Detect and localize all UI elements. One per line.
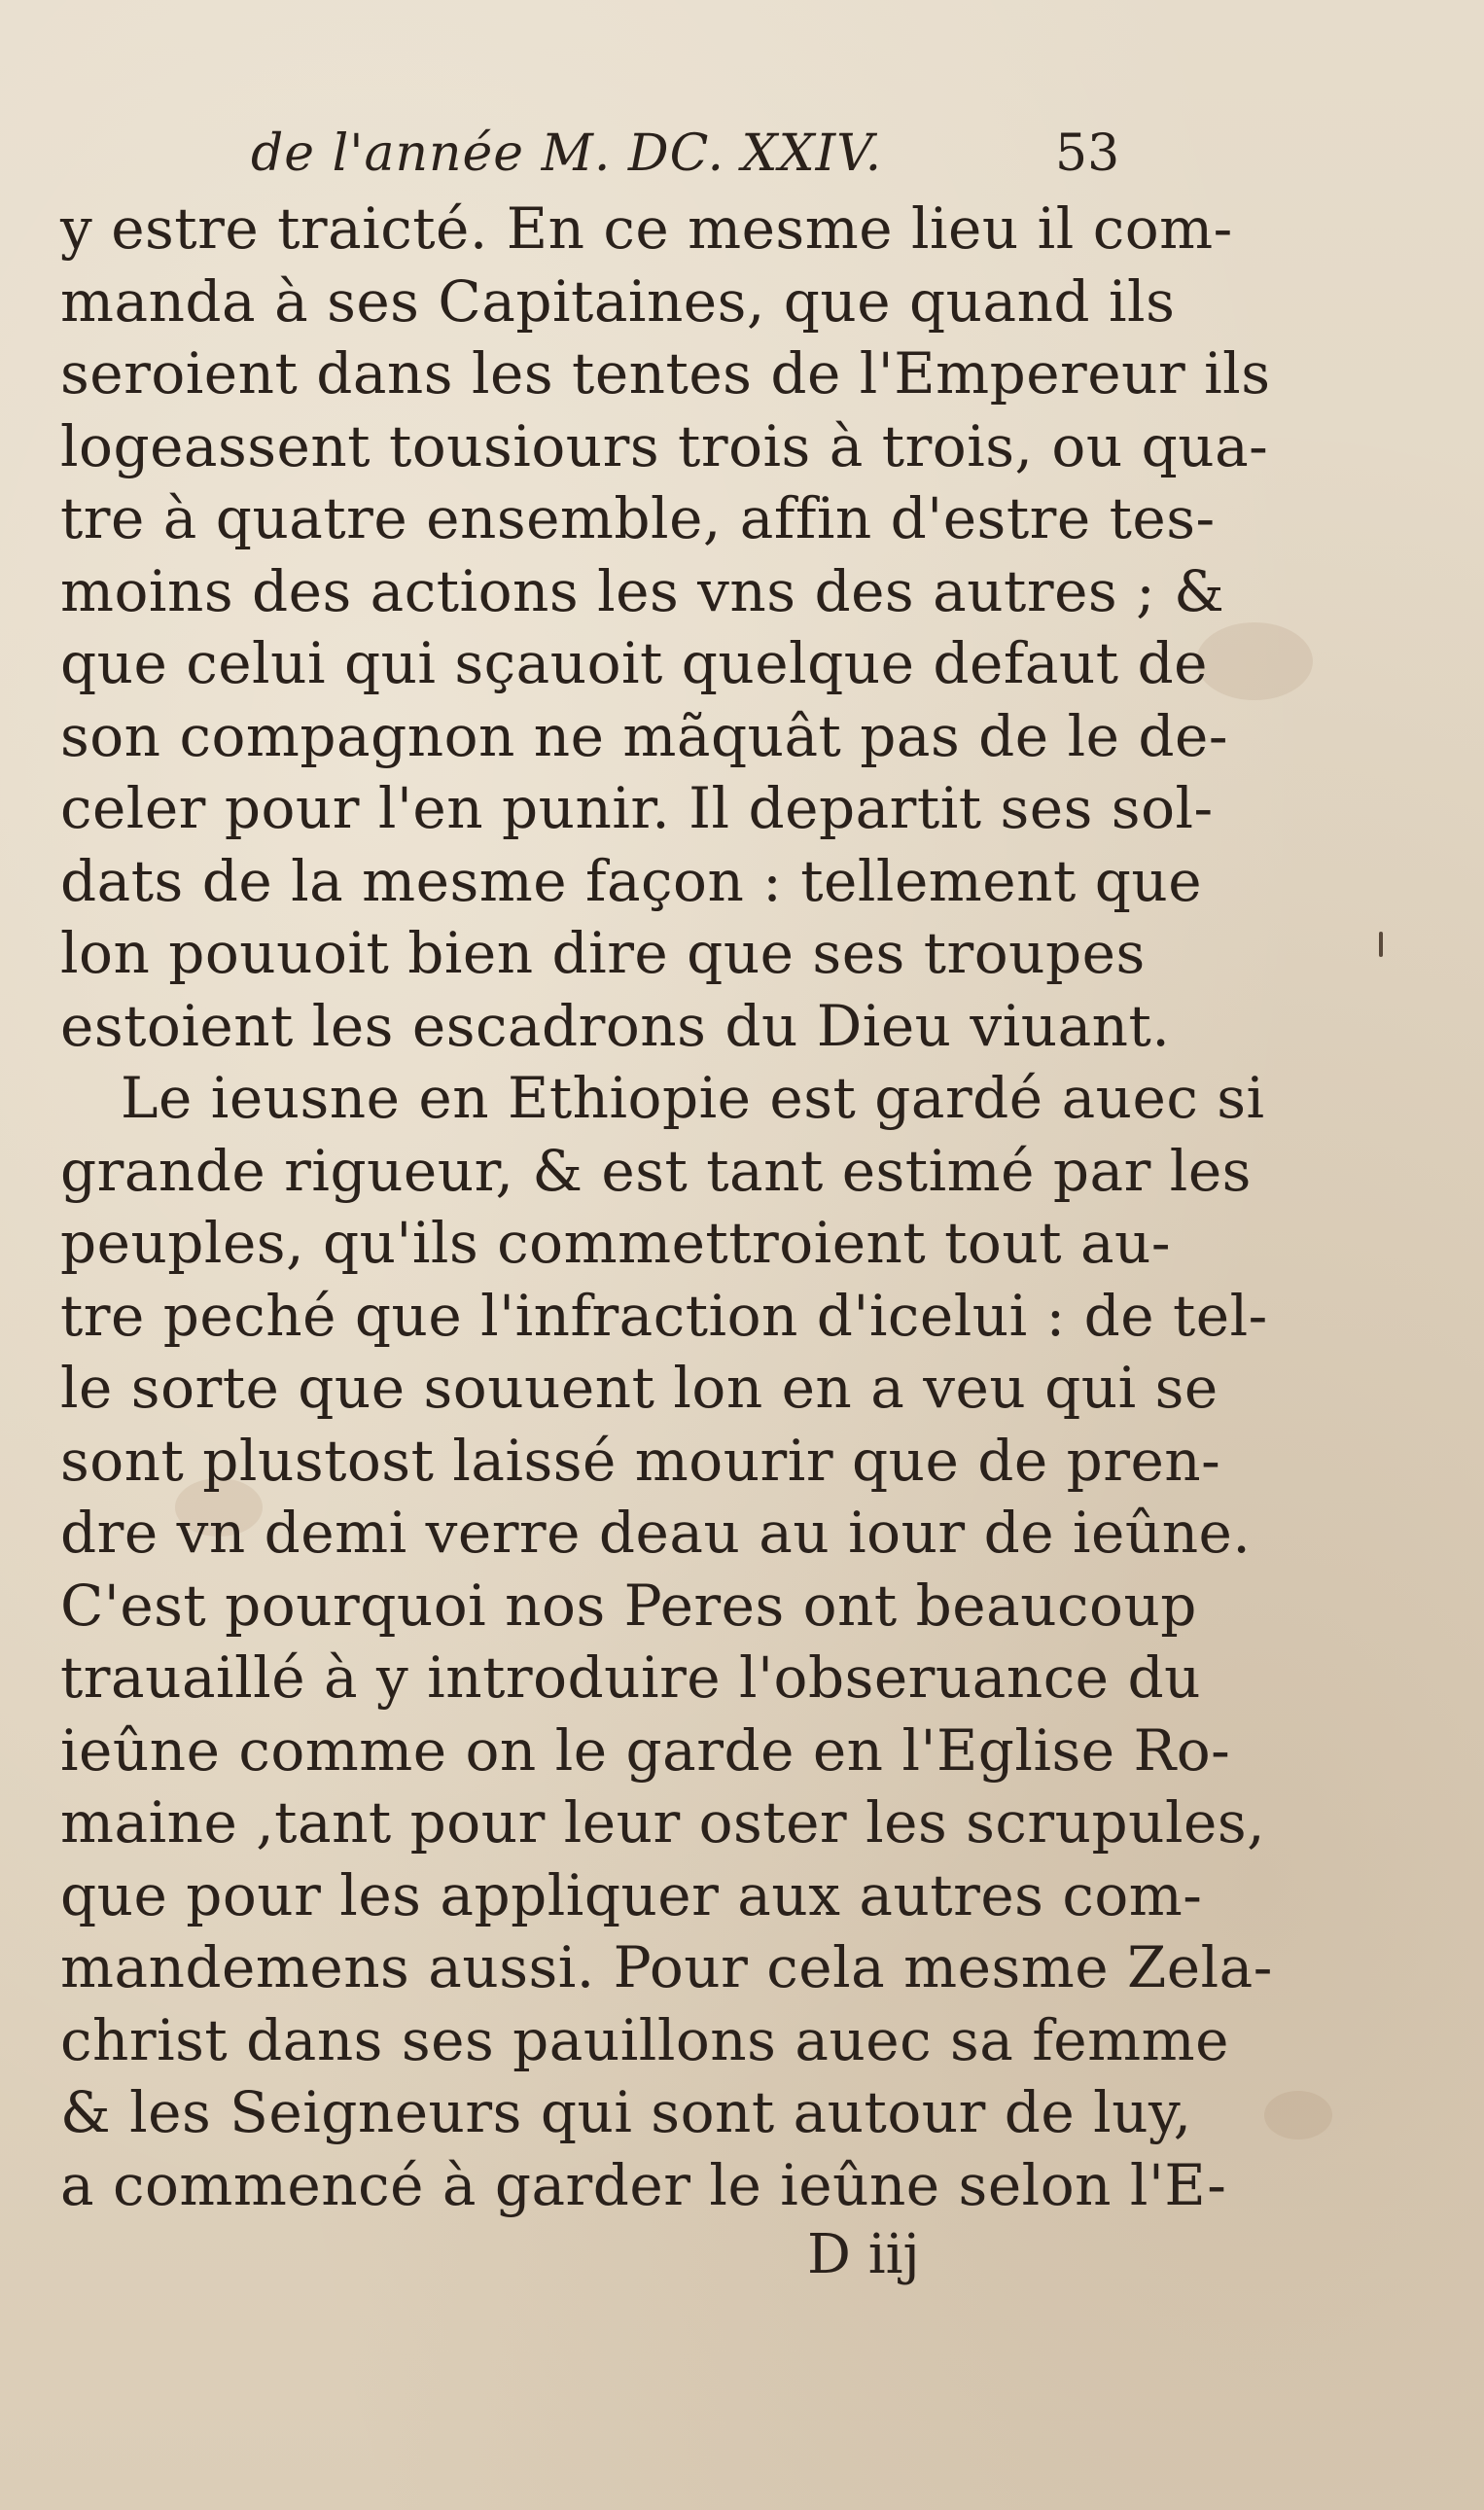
text-line: sont plustost laissé mourir que de pren- xyxy=(60,1427,1221,1494)
text-line: que pour les appliquer aux autres com- xyxy=(60,1861,1203,1928)
text-line: maine ,tant pour leur oster les scrupules, xyxy=(60,1789,1266,1856)
text-line: son compagnon ne mãquât pas de le de- xyxy=(60,702,1228,769)
signature-mark: D iij xyxy=(807,2223,920,2286)
page-header xyxy=(0,117,1484,194)
text-line: manda à ses Capitaines, que quand ils xyxy=(60,267,1176,335)
text-line: & les Seigneurs qui sont autour de luy, xyxy=(60,2079,1192,2145)
text-line: grande rigueur, & est tant estimé par les xyxy=(60,1137,1252,1204)
text-line: dre vn demi verre deau au iour de ieûne. xyxy=(60,1500,1252,1566)
body-text xyxy=(60,193,1273,2221)
text-line: y estre traicté. En ce mesme lieu il com- xyxy=(60,195,1233,262)
text-line: dats de la mesme façon : tellement que xyxy=(60,847,1203,914)
text-line: ieûne comme on le garde en l'Eglise Ro- xyxy=(60,1716,1231,1784)
paper-stain xyxy=(1264,2091,1332,2139)
paper-stain xyxy=(1196,622,1313,700)
text-line: le sorte que souuent lon en a veu qui se xyxy=(60,1355,1219,1421)
running-head: de l'année M. DC. XXIV. xyxy=(251,124,883,183)
text-line: christ dans ses pauillons auec sa femme xyxy=(60,2006,1229,2073)
text-line: mandemens aussi. Pour cela mesme Zela- xyxy=(60,1934,1273,2000)
text-line: celer pour l'en punir. Il departit ses sol- xyxy=(60,775,1214,841)
text-line: moins des actions les vns des autres ; & xyxy=(60,557,1225,624)
text-line: que celui qui sçauoit quelque defaut de xyxy=(60,630,1208,696)
text-line: lon pouuoit bien dire que ses troupes xyxy=(60,920,1146,986)
page-number: 53 xyxy=(1055,124,1120,183)
text-line: estoient les escadrons du Dieu viuant. xyxy=(60,992,1171,1059)
text-line: logeassent tousiours trois à trois, ou qua- xyxy=(60,412,1269,479)
ink-speck xyxy=(1379,932,1383,957)
text-line: tre à quatre ensemble, affin d'estre tes- xyxy=(60,485,1216,551)
text-line: trauaillé à y introduire l'obseruance du xyxy=(60,1644,1201,1711)
text-line: peuples, qu'ils commettroient tout au- xyxy=(60,1210,1171,1276)
text-line: C'est pourquoi nos Peres ont beaucoup xyxy=(60,1572,1197,1639)
paragraph-start-line: Le ieusne en Ethiopie est gardé auec si xyxy=(121,1065,1265,1131)
text-line: a commencé à garder le ieûne selon l'E- xyxy=(60,2151,1227,2218)
text-line: seroient dans les tentes de l'Empereur ils xyxy=(60,340,1271,407)
text-line: tre peché que l'infraction d'icelui : de tel- xyxy=(60,1282,1268,1349)
